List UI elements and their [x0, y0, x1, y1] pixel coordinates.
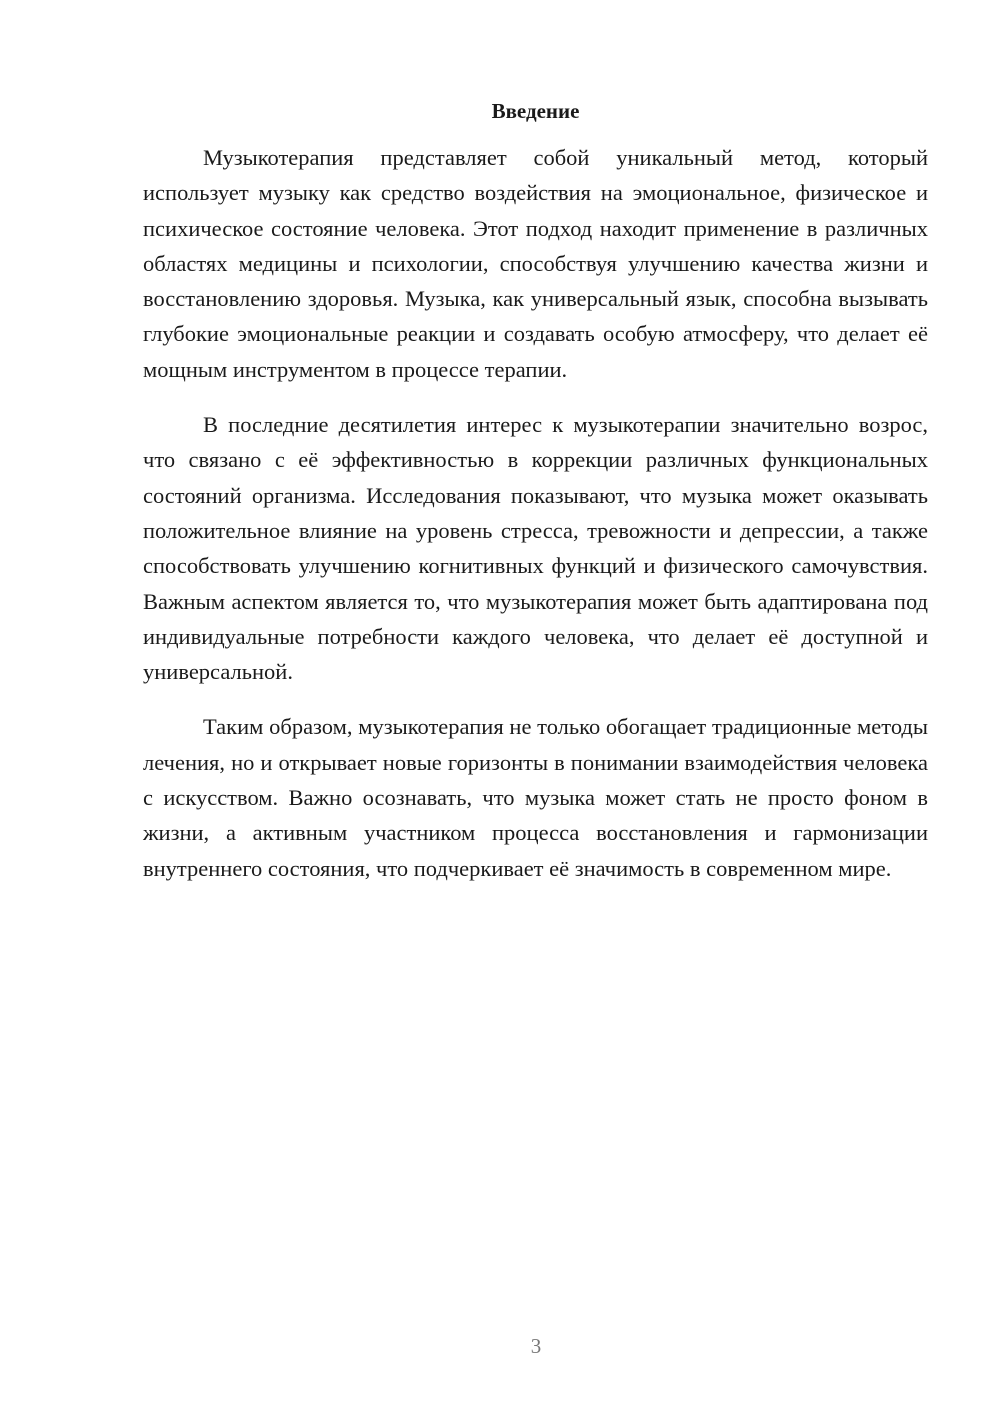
paragraph-1: Музыкотерапия представляет собой уникальный метод, который использует музыку как средство воздействия на эмоциональное, физическое и психическое состояние человека. Этот подход находит применение в различных областях медицины и психологии, способствуя улучшению качества жизни и восстановлению здоровья. Музыка, как универсальный язык, способна вызывать глубокие эмоциональные реакции и создавать особую атмосферу, что делает её мощным инструментом в процессе терапии.: [143, 145, 928, 382]
page-number: 3: [530, 1334, 542, 1358]
page-title: Введение: [491, 99, 580, 123]
paragraph-2: В последние десятилетия интерес к музыкотерапии значительно возрос, что связано с её эффективностью в коррекции различных функциональных состояний организма. Исследования показывают, что музыка может оказывать положительное влияние на уровень стресса, тревожности и депрессии, а также способствовать улучшению когнитивных функций и физического самочувствия. Важным аспектом является то, что музыкотерапия может быть адаптирована под индивидуальные потребности каждого человека, что делает её доступной и универсальной.: [143, 412, 928, 685]
paragraph-3: Таким образом, музыкотерапия не только обогащает традиционные методы лечения, но и открывает новые горизонты в понимании взаимодействия человека с искусством. Важно осознавать, что музыка может стать не просто фоном в жизни, а активным участником процесса восстановления и гармонизации внутреннего состояния, что подчеркивает её значимость в современном мире.: [143, 714, 928, 881]
page-content: [143, 96, 928, 906]
